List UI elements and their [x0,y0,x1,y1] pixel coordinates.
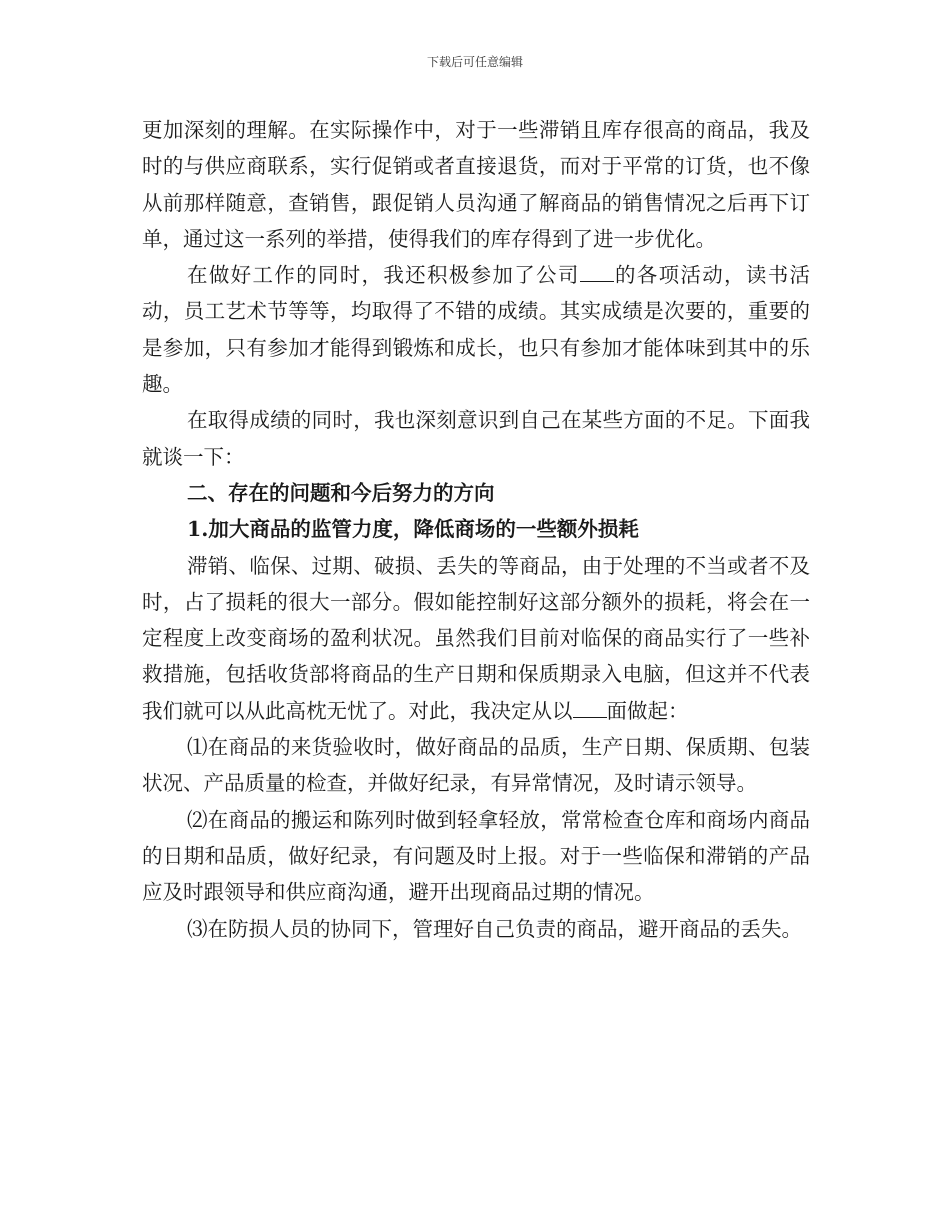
page-header: 下载后可任意编辑 [426,55,523,69]
paragraph-losses-part1: 滞销、临保、过期、破损、丢失的等商品，由于处理的不当或者不及时，占了损耗的很大一部分。假如能控制好这部分额外的损耗，将会在一定程度上改变商场的盈利状况。虽然我们目前对临保的商品实行了一些补救措施，包括收货部将商品的生产日期和保质期录入电脑，但这并不代表我们就可以从此高枕无忧了。对此，我决定从以 [142,553,810,723]
document-body [142,112,810,947]
paragraph-inventory: 更加深刻的理解。在实际操作中，对于一些滞销且库存很高的商品，我及时的与供应商联系，实行促销或者直接退货，而对于平常的订货，也不像从前那样随意，查销售，跟促销人员沟通了解商品的销售情况之后再下订单，通过这一系列的举措，使得我们的库存得到了进一步优化。 [142,118,810,251]
paragraph-losses [142,548,810,729]
subsection-heading: 1.加大商品的监管力度，降低商场的一些额外损耗 [187,517,639,542]
fill-blank [580,260,614,283]
paragraph-activities-part2: 的各项活动，读书活动，员工艺术节等等，均取得了不错的成绩。其实成绩是次要的，重要的是参加，只有参加才能得到锻炼和成长，也只有参加才能体味到其中的乐趣。 [142,263,811,397]
list-item-receiving: ⑴在商品的来货验收时，做好商品的品质，生产日期、保质期、包装状况、产品质量的检查，并做好纪录，有异常情况，及时请示领导。 [142,735,810,796]
section-heading: 二、存在的问题和今后努力的方向 [187,480,495,505]
list-item-loss-prevention: ⑶在防损人员的协同下，管理好自己负责的商品，避开商品的丢失。 [187,916,802,941]
paragraph-shortcomings: 在取得成绩的同时，我也深刻意识到自己在某些方面的不足。下面我就谈一下： [142,408,810,469]
list-item-handling: ⑵在商品的搬运和陈列时做到轻拿轻放，常常检查仓库和商场内商品的日期和品质，做好纪录，有问题及时上报。对于一些临保和滞销的产品应及时跟领导和供应商沟通，避开出现商品过期的情况。 [142,807,810,905]
paragraph-losses-part2: 面做起： [606,698,689,723]
paragraph-activities [142,257,810,402]
fill-blank [573,695,607,718]
paragraph-activities-part1: 在做好工作的同时，我还积极参加了公司 [187,263,580,288]
